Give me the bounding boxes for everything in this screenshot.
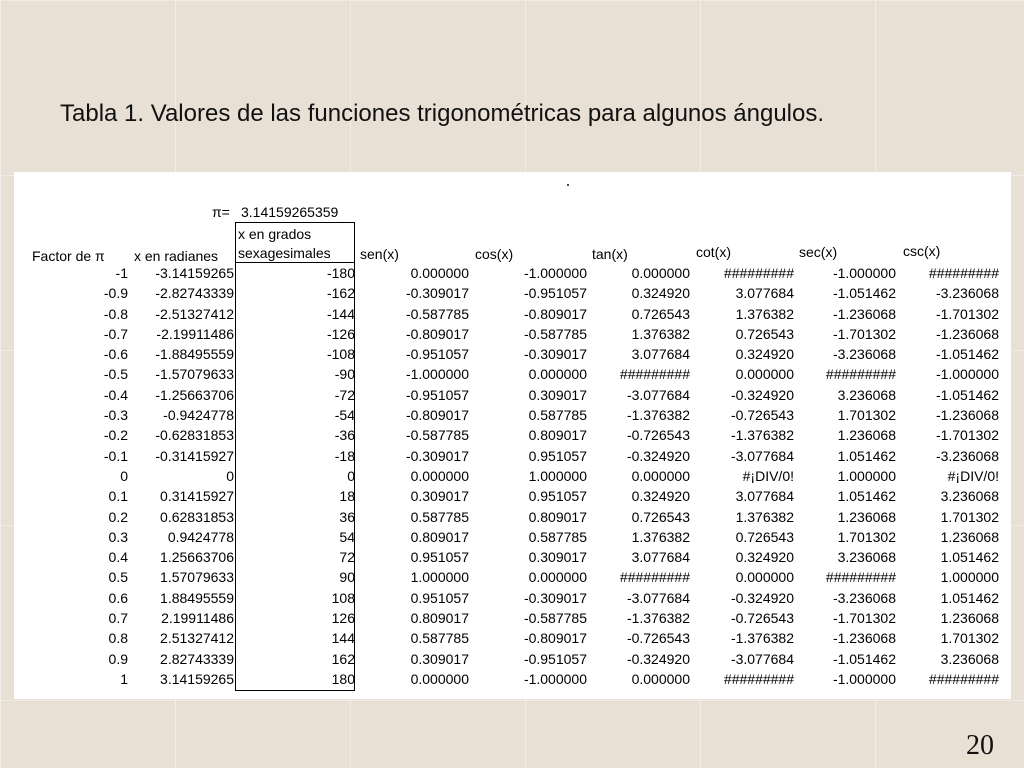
table-row [0, 507, 1024, 527]
cell-tan: 1.376382 [631, 528, 690, 545]
cell-cot: ######### [723, 265, 794, 281]
cell-cot: 3.077684 [735, 488, 794, 505]
cell-sen: -0.587785 [405, 305, 469, 322]
table-row [0, 324, 1024, 344]
cell-cos: -1.000000 [523, 670, 587, 687]
table-row [0, 669, 1024, 689]
cell-cot: 0.324920 [735, 346, 794, 363]
cell-tan: -1.376382 [626, 407, 690, 424]
cell-sec: -1.701302 [832, 610, 896, 627]
cell-cos: 0.587785 [528, 528, 587, 545]
cell-degrees: -144 [326, 305, 355, 322]
cell-sec: -1.236068 [832, 630, 896, 647]
cell-csc: -1.051462 [935, 346, 999, 363]
cell-sen: -0.809017 [405, 325, 469, 342]
cell-sec: -1.000000 [832, 265, 896, 281]
cell-cos: 0.809017 [528, 508, 587, 525]
cell-radians: 1.88495559 [160, 589, 234, 606]
cell-radians: -1.25663706 [155, 386, 234, 403]
cell-radians: 0 [226, 467, 234, 484]
cell-sen: 0.951057 [410, 549, 469, 566]
cell-csc: -1.236068 [935, 407, 999, 424]
cell-factor: 0.2 [108, 508, 128, 525]
table-row [0, 567, 1024, 587]
header-sen: sen(x) [360, 246, 399, 262]
cell-tan: -1.376382 [626, 610, 690, 627]
cell-sen: 0.309017 [410, 650, 469, 667]
cell-tan: 0.726543 [631, 508, 690, 525]
cell-cot: -3.077684 [730, 447, 794, 464]
cell-sec: 1.000000 [837, 467, 896, 484]
cell-tan: ######### [619, 569, 690, 586]
cell-radians: 2.19911486 [161, 610, 234, 627]
cell-degrees: -162 [326, 285, 355, 302]
cell-radians: 0.62831853 [160, 508, 234, 525]
cell-cos: 0.587785 [528, 407, 587, 424]
cell-csc: 1.236068 [940, 610, 999, 627]
cell-sec: 1.236068 [837, 508, 896, 525]
cell-cos: 0.309017 [528, 549, 587, 566]
cell-sec: -1.000000 [832, 670, 896, 687]
cell-cos: -0.951057 [523, 650, 587, 667]
cell-tan: -3.077684 [626, 589, 690, 606]
header-degrees-line2: sexagesimales [238, 245, 331, 261]
cell-tan: -0.324920 [626, 650, 690, 667]
cell-csc: 3.236068 [940, 650, 999, 667]
cell-radians: 1.25663706 [160, 549, 234, 566]
cell-factor: -1 [115, 265, 128, 281]
cell-degrees: 108 [331, 589, 355, 606]
cell-sen: 0.951057 [410, 589, 469, 606]
cell-cot: -1.376382 [730, 427, 794, 444]
cell-degrees: 90 [339, 569, 355, 586]
cell-sec: 3.236068 [837, 386, 896, 403]
cell-csc: -3.236068 [935, 447, 999, 464]
cell-csc: -1.701302 [935, 305, 999, 322]
cell-csc: -1.701302 [935, 427, 999, 444]
cell-radians: 0.31415927 [160, 488, 234, 505]
cell-csc: -1.000000 [935, 366, 999, 383]
header-sec: sec(x) [799, 244, 838, 260]
cell-csc: 3.236068 [940, 488, 999, 505]
cell-cot: 3.077684 [735, 285, 794, 302]
cell-cot: ######### [723, 670, 794, 687]
cell-factor: -0.8 [103, 305, 128, 322]
cell-sec: 1.051462 [837, 488, 896, 505]
cell-sec: -3.236068 [832, 346, 896, 363]
cell-degrees: -108 [326, 346, 355, 363]
cell-csc: 1.051462 [940, 589, 999, 606]
cell-csc: 1.051462 [940, 549, 999, 566]
cell-cot: -0.324920 [730, 589, 794, 606]
cell-factor: -0.9 [103, 285, 128, 302]
cell-degrees: 36 [339, 508, 355, 525]
cell-cot: 0.726543 [735, 325, 794, 342]
cell-degrees: -18 [334, 447, 355, 464]
cell-degrees: 162 [331, 650, 355, 667]
cell-csc: ######### [928, 265, 999, 281]
cell-factor: 0.7 [108, 610, 128, 627]
cell-cos: 0.951057 [528, 488, 587, 505]
cell-sec: -1.236068 [832, 305, 896, 322]
cell-cos: 0.309017 [528, 386, 587, 403]
cell-tan: -3.077684 [626, 386, 690, 403]
table-row [0, 283, 1024, 303]
cell-sec: ######### [825, 366, 896, 383]
cell-factor: 0.3 [108, 528, 128, 545]
cell-tan: 0.324920 [631, 285, 690, 302]
cell-factor: 0.5 [108, 569, 128, 586]
cell-tan: 0.000000 [631, 670, 690, 687]
cell-cot: -0.726543 [730, 407, 794, 424]
cell-sen: -1.000000 [405, 366, 469, 383]
table-row [0, 588, 1024, 608]
cell-sec: ######### [825, 569, 896, 586]
table-row [0, 649, 1024, 669]
cell-csc: ######### [928, 670, 999, 687]
cell-degrees: 126 [331, 610, 355, 627]
cell-sen: 0.309017 [410, 488, 469, 505]
table-row [0, 364, 1024, 384]
cell-cot: 1.376382 [735, 508, 794, 525]
cell-tan: 3.077684 [631, 549, 690, 566]
cell-sen: -0.587785 [405, 427, 469, 444]
cell-csc: 1.000000 [940, 569, 999, 586]
cell-sen: 0.000000 [410, 265, 469, 281]
cell-csc: 1.701302 [940, 630, 999, 647]
header-factor: Factor de π [32, 248, 105, 264]
cell-sec: 1.701302 [837, 528, 896, 545]
cell-sen: -0.809017 [405, 407, 469, 424]
cell-radians: -0.62831853 [155, 427, 234, 444]
cell-degrees: 18 [339, 488, 355, 505]
cell-radians: -3.14159265 [155, 265, 234, 281]
cell-degrees: 54 [339, 528, 355, 545]
cell-tan: -0.726543 [626, 630, 690, 647]
cell-sec: -1.701302 [832, 325, 896, 342]
cell-radians: 1.57079633 [160, 569, 234, 586]
pi-label: π= [212, 204, 230, 220]
cell-cos: -0.951057 [523, 285, 587, 302]
header-degrees-line1: x en grados [238, 226, 312, 242]
cell-factor: 0 [120, 467, 128, 484]
table-row [0, 425, 1024, 445]
cell-tan: -0.726543 [626, 427, 690, 444]
cell-degrees: -54 [334, 407, 355, 424]
header-cot: cot(x) [696, 244, 731, 260]
table-row [0, 263, 1024, 283]
cell-tan: ######### [619, 366, 690, 383]
cell-tan: -0.324920 [626, 447, 690, 464]
cell-tan: 0.324920 [631, 488, 690, 505]
cell-cos: -0.309017 [523, 346, 587, 363]
table-row [0, 628, 1024, 648]
cell-cot: 1.376382 [735, 305, 794, 322]
stray-dot [567, 184, 569, 186]
cell-degrees: -90 [334, 366, 355, 383]
header-radians: x en radianes [134, 248, 219, 264]
cell-cos: 0.000000 [528, 569, 587, 586]
cell-factor: -0.7 [103, 325, 128, 342]
cell-sen: -0.309017 [405, 285, 469, 302]
cell-csc: #¡DIV/0! [947, 467, 999, 484]
cell-radians: 2.82743339 [160, 650, 234, 667]
cell-degrees: -36 [334, 427, 355, 444]
cell-sec: -1.051462 [832, 285, 896, 302]
cell-sen: -0.309017 [405, 447, 469, 464]
cell-tan: 3.077684 [631, 346, 690, 363]
cell-cot: -0.726543 [730, 610, 794, 627]
table-row [0, 486, 1024, 506]
cell-sen: 0.809017 [410, 610, 469, 627]
cell-radians: -2.19911486 [156, 325, 234, 342]
table-row [0, 405, 1024, 425]
cell-cot: 0.726543 [735, 528, 794, 545]
cell-sen: 0.587785 [410, 508, 469, 525]
cell-sec: 1.051462 [837, 447, 896, 464]
cell-cos: 0.951057 [528, 447, 587, 464]
slide-title: Tabla 1. Valores de las funciones trigonométricas para algunos ángulos. [60, 100, 825, 127]
cell-csc: 1.236068 [940, 528, 999, 545]
cell-sen: 1.000000 [410, 569, 469, 586]
cell-sen: 0.809017 [410, 528, 469, 545]
cell-radians: -0.9424778 [163, 407, 234, 424]
cell-cot: 0.324920 [735, 549, 794, 566]
cell-sec: -1.051462 [832, 650, 896, 667]
cell-factor: -0.6 [103, 346, 128, 363]
cell-sen: 0.000000 [410, 670, 469, 687]
table-row [0, 466, 1024, 486]
cell-radians: -1.88495559 [155, 346, 234, 363]
table-row [0, 608, 1024, 628]
cell-cos: 0.000000 [528, 366, 587, 383]
cell-radians: 0.9424778 [167, 528, 234, 545]
header-tan: tan(x) [592, 246, 628, 262]
cell-degrees: 180 [331, 670, 355, 687]
cell-degrees: -72 [334, 386, 355, 403]
cell-cot: -0.324920 [730, 386, 794, 403]
cell-cot: #¡DIV/0! [742, 467, 794, 484]
pi-value: 3.14159265359 [241, 204, 339, 220]
cell-degrees: 144 [331, 630, 355, 647]
cell-csc: -3.236068 [935, 285, 999, 302]
cell-cot: -1.376382 [730, 630, 794, 647]
cell-cos: -1.000000 [523, 265, 587, 281]
cell-tan: 0.726543 [631, 305, 690, 322]
cell-sec: 3.236068 [837, 549, 896, 566]
cell-cos: 0.809017 [528, 427, 587, 444]
cell-cos: -0.809017 [523, 305, 587, 322]
table-row [0, 547, 1024, 567]
cell-csc: -1.051462 [935, 386, 999, 403]
cell-sec: 1.701302 [837, 407, 896, 424]
cell-tan: 1.376382 [631, 325, 690, 342]
cell-degrees: -126 [326, 325, 355, 342]
cell-sen: -0.951057 [405, 386, 469, 403]
cell-factor: 0.1 [108, 488, 128, 505]
cell-factor: -0.4 [103, 386, 128, 403]
cell-factor: 1 [120, 670, 128, 687]
cell-tan: 0.000000 [631, 467, 690, 484]
cell-sen: 0.000000 [410, 467, 469, 484]
cell-cot: 0.000000 [735, 366, 794, 383]
cell-radians: -0.31415927 [155, 447, 234, 464]
cell-factor: -0.3 [103, 407, 128, 424]
table-body [0, 263, 1024, 689]
cell-csc: -1.236068 [935, 325, 999, 342]
page-number: 20 [966, 730, 994, 761]
cell-radians: 3.14159265 [160, 670, 234, 687]
cell-sec: -3.236068 [832, 589, 896, 606]
table-row [0, 385, 1024, 405]
cell-factor: -0.2 [103, 427, 128, 444]
cell-radians: -2.51327412 [155, 305, 234, 322]
cell-factor: 0.9 [108, 650, 128, 667]
table-row [0, 344, 1024, 364]
cell-sen: 0.587785 [410, 630, 469, 647]
cell-cos: -0.587785 [523, 610, 587, 627]
cell-degrees: 0 [347, 467, 355, 484]
cell-radians: 2.51327412 [160, 630, 234, 647]
cell-cos: -0.587785 [523, 325, 587, 342]
table-row [0, 446, 1024, 466]
cell-degrees: 72 [339, 549, 355, 566]
cell-factor: 0.4 [108, 549, 128, 566]
cell-cos: -0.809017 [523, 630, 587, 647]
header-cos: cos(x) [475, 246, 514, 262]
cell-radians: -1.57079633 [155, 366, 234, 383]
cell-cos: 1.000000 [528, 467, 587, 484]
cell-factor: 0.6 [108, 589, 128, 606]
cell-factor: -0.1 [103, 447, 128, 464]
cell-tan: 0.000000 [631, 265, 690, 281]
cell-cot: -3.077684 [730, 650, 794, 667]
table-row [0, 304, 1024, 324]
cell-sen: -0.951057 [405, 346, 469, 363]
cell-degrees: -180 [326, 265, 355, 281]
header-csc: csc(x) [903, 243, 941, 259]
cell-factor: -0.5 [103, 366, 128, 383]
table-row [0, 527, 1024, 547]
cell-factor: 0.8 [108, 630, 128, 647]
cell-radians: -2.82743339 [155, 285, 234, 302]
cell-sec: 1.236068 [837, 427, 896, 444]
cell-cot: 0.000000 [735, 569, 794, 586]
cell-cos: -0.309017 [523, 589, 587, 606]
cell-csc: 1.701302 [940, 508, 999, 525]
